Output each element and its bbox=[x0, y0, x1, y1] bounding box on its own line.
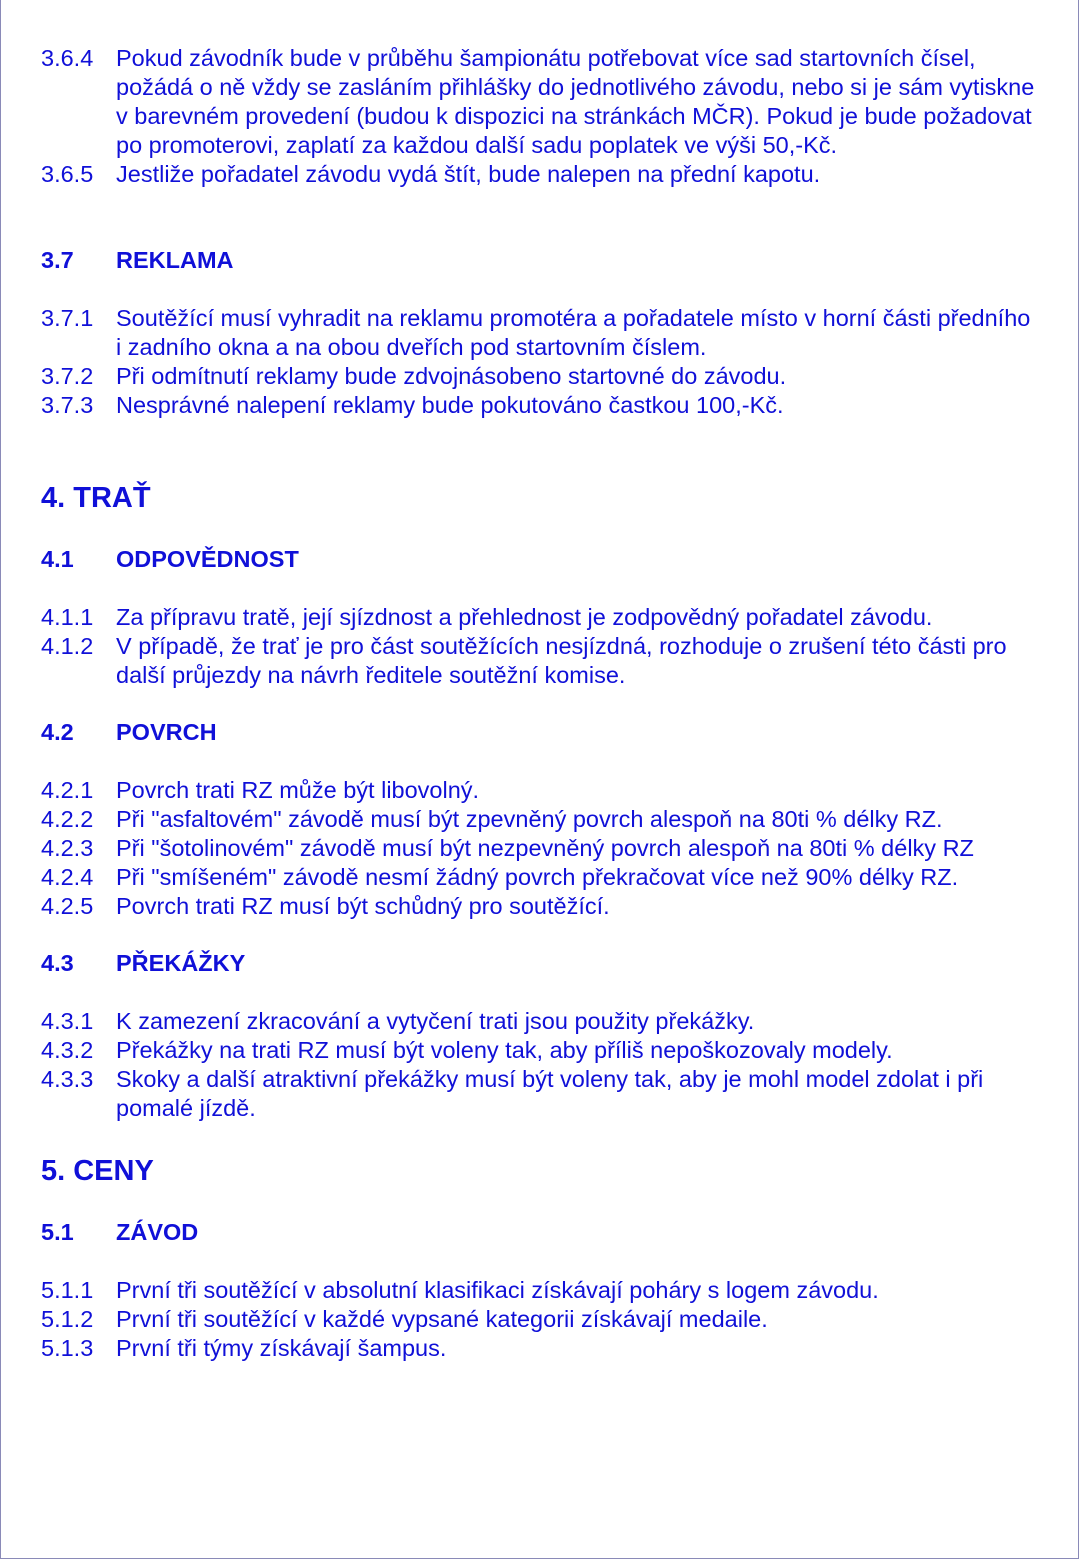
clause-number: 4.3.2 bbox=[41, 1037, 94, 1063]
clause-text: V případě, že trať je pro část soutěžících nesjízdná, rozhoduje o zrušení této části pro další průjezdy na návrh ředitele soutěžní komise. bbox=[116, 633, 1007, 688]
clause-number: 3.6.5 bbox=[41, 161, 94, 187]
clause-text: Soutěžící musí vyhradit na reklamu promotéra a pořadatele místo v horní části předního i zadního okna a na obou dveřích pod startovním číslem. bbox=[116, 305, 1031, 360]
clause-number: 5.1.2 bbox=[41, 1306, 94, 1332]
clause-text: K zamezení zkracování a vytyčení trati jsou použity překážky. bbox=[116, 1008, 755, 1034]
section-number: 4.1 bbox=[41, 546, 74, 572]
section-title: PŘEKÁŽKY bbox=[116, 950, 246, 976]
clause-text: První tři týmy získávají šampus. bbox=[116, 1335, 447, 1361]
clause-text: Překážky na trati RZ musí být voleny tak, aby příliš nepoškozovaly modely. bbox=[116, 1037, 893, 1063]
clause-number: 3.6.4 bbox=[41, 45, 94, 71]
clause-text: Při "asfaltovém" závodě musí být zpevněný povrch alespoň na 80ti % délky RZ. bbox=[116, 806, 943, 832]
clause-4-2-1 bbox=[41, 776, 1041, 805]
clause-text: Při "šotolinovém" závodě musí být nezpevněný povrch alespoň na 80ti % délky RZ bbox=[116, 835, 974, 861]
chapter-heading-4: 4. TRAŤ bbox=[41, 482, 151, 514]
clause-text: Pokud závodník bude v průběhu šampionátu potřebovat více sad startovních čísel, požádá o ně vždy se zasláním přihlášky do jednotlivého závodu, nebo si je sám vytiskne v barevném provedení (budou k dispozici na stránkách MČR). Pokud je bude požadovat po promoterovi, zaplatí za každou další sadu poplatek ve výši 50,-Kč. bbox=[116, 45, 1035, 158]
clause-5-1-1 bbox=[41, 1276, 1041, 1305]
clause-text: Při "smíšeném" závodě nesmí žádný povrch překračovat více než 90% délky RZ. bbox=[116, 864, 959, 890]
clause-text: První tři soutěžící v každé vypsané kategorii získávají medaile. bbox=[116, 1306, 768, 1332]
clause-number: 4.3.1 bbox=[41, 1008, 94, 1034]
clause-4-2-2 bbox=[41, 805, 1041, 834]
clause-3-7-2 bbox=[41, 362, 1041, 391]
section-heading-4-1 bbox=[41, 545, 1041, 574]
clause-3-6-4 bbox=[41, 44, 1041, 160]
section-heading-3-7 bbox=[41, 246, 1041, 275]
clause-4-2-5 bbox=[41, 892, 1041, 921]
section-number: 3.7 bbox=[41, 247, 74, 273]
section-title: POVRCH bbox=[116, 719, 217, 745]
clause-3-7-3 bbox=[41, 391, 1041, 420]
section-number: 4.2 bbox=[41, 719, 74, 745]
clause-number: 4.2.5 bbox=[41, 893, 94, 919]
clause-3-7-1 bbox=[41, 304, 1041, 362]
clause-text: Skoky a další atraktivní překážky musí být voleny tak, aby je mohl model zdolat i při pomalé jízdě. bbox=[116, 1066, 984, 1121]
clause-number: 3.7.2 bbox=[41, 363, 94, 389]
clause-text: Při odmítnutí reklamy bude zdvojnásobeno startovné do závodu. bbox=[116, 363, 787, 389]
chapter-heading-5: 5. CENY bbox=[41, 1155, 154, 1187]
clause-number: 5.1.3 bbox=[41, 1335, 94, 1361]
clause-number: 4.2.2 bbox=[41, 806, 94, 832]
section-title: REKLAMA bbox=[116, 247, 234, 273]
section-heading-5-1 bbox=[41, 1218, 1041, 1247]
clause-number: 4.3.3 bbox=[41, 1066, 94, 1092]
clause-text: Jestliže pořadatel závodu vydá štít, bude nalepen na přední kapotu. bbox=[116, 161, 821, 187]
clause-5-1-3 bbox=[41, 1334, 1041, 1363]
clause-text: První tři soutěžící v absolutní klasifikaci získávají poháry s logem závodu. bbox=[116, 1277, 879, 1303]
section-number: 5.1 bbox=[41, 1219, 74, 1245]
clause-text: Nesprávné nalepení reklamy bude pokutováno častkou 100,-Kč. bbox=[116, 392, 784, 418]
section-heading-4-3 bbox=[41, 949, 1041, 978]
clause-number: 5.1.1 bbox=[41, 1277, 94, 1303]
clause-number: 4.1.2 bbox=[41, 633, 94, 659]
clause-number: 4.2.3 bbox=[41, 835, 94, 861]
clause-number: 3.7.3 bbox=[41, 392, 94, 418]
clause-4-1-2 bbox=[41, 632, 1041, 690]
clause-text: Povrch trati RZ může být libovolný. bbox=[116, 777, 480, 803]
clause-4-3-3 bbox=[41, 1065, 1041, 1123]
clause-number: 4.2.4 bbox=[41, 864, 94, 890]
document-body bbox=[41, 44, 1041, 1363]
clause-5-1-2 bbox=[41, 1305, 1041, 1334]
clause-4-3-1 bbox=[41, 1007, 1041, 1036]
clause-number: 3.7.1 bbox=[41, 305, 94, 331]
clause-4-3-2 bbox=[41, 1036, 1041, 1065]
clause-4-2-4 bbox=[41, 863, 1041, 892]
clause-4-2-3 bbox=[41, 834, 1041, 863]
clause-text: Povrch trati RZ musí být schůdný pro soutěžící. bbox=[116, 893, 610, 919]
clause-3-6-5 bbox=[41, 160, 1041, 189]
section-title: ODPOVĚDNOST bbox=[116, 546, 299, 572]
section-title: ZÁVOD bbox=[116, 1219, 199, 1245]
clause-number: 4.1.1 bbox=[41, 604, 94, 630]
clause-4-1-1 bbox=[41, 603, 1041, 632]
section-heading-4-2 bbox=[41, 718, 1041, 747]
clause-number: 4.2.1 bbox=[41, 777, 94, 803]
section-number: 4.3 bbox=[41, 950, 74, 976]
clause-text: Za přípravu tratě, její sjízdnost a přehlednost je zodpovědný pořadatel závodu. bbox=[116, 604, 933, 630]
